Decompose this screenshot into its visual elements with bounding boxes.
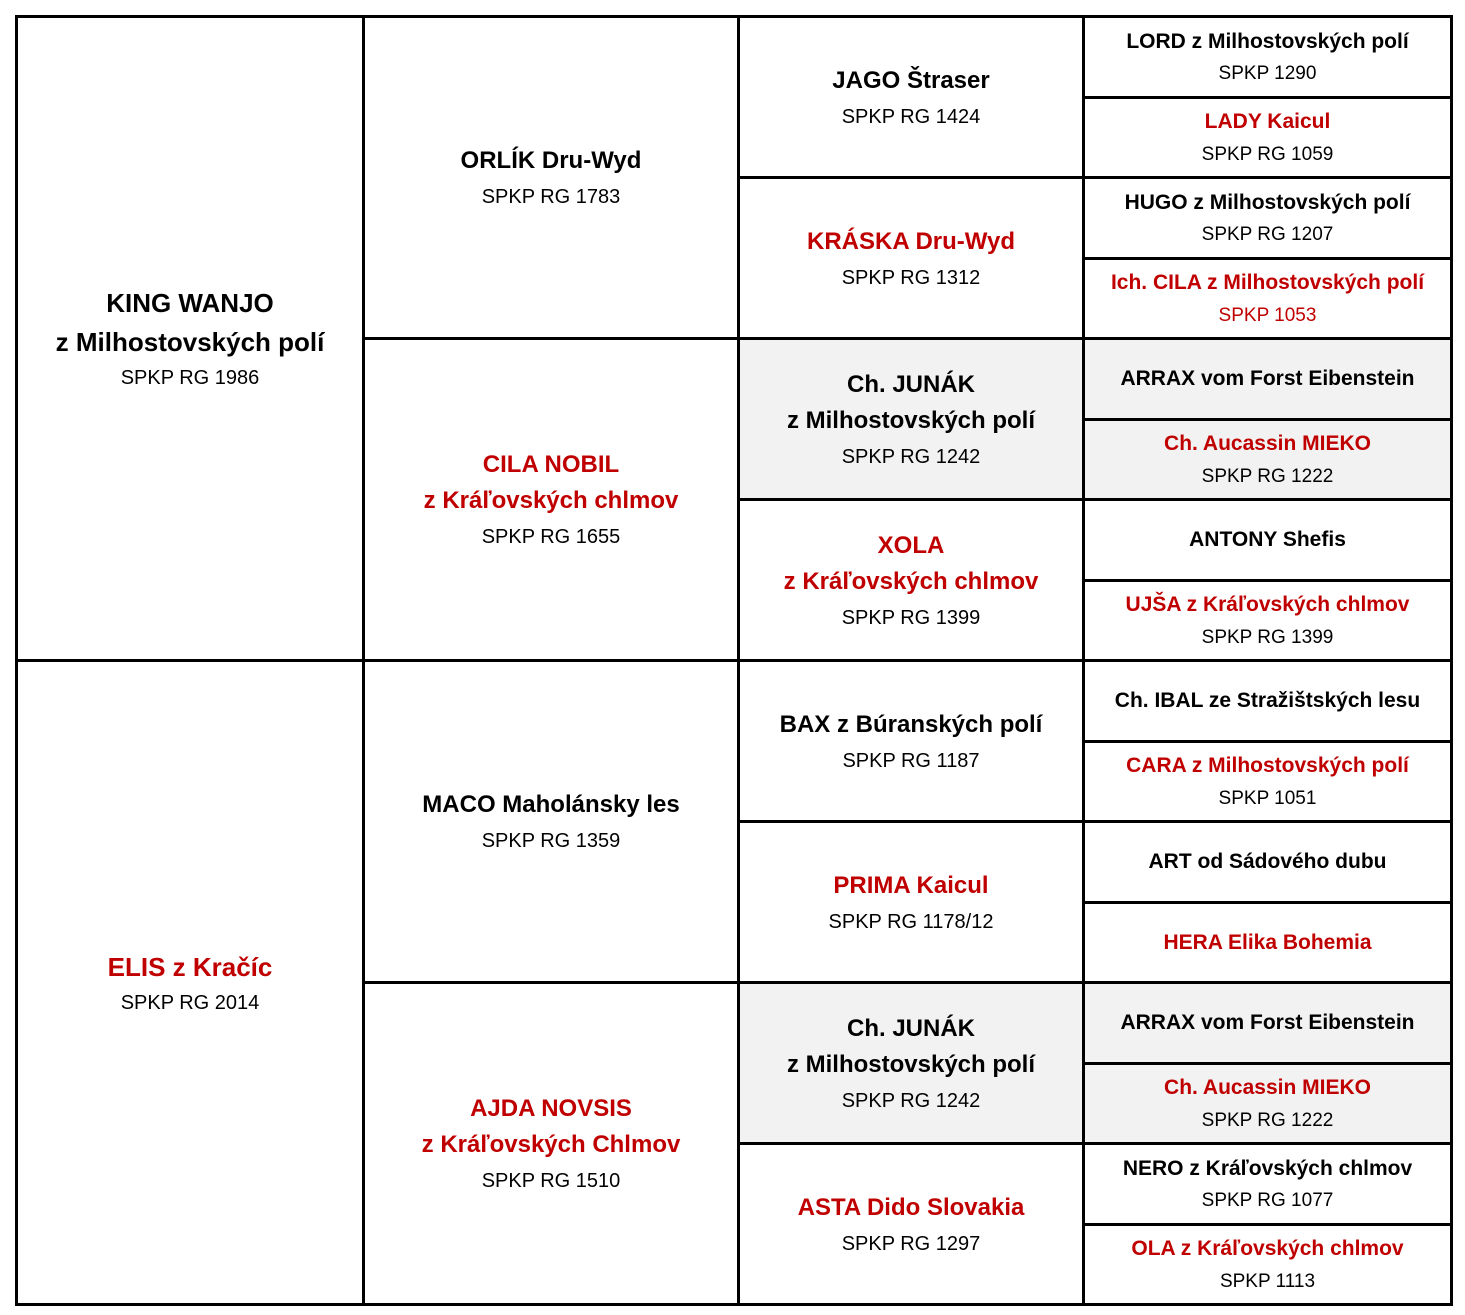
registration-number: SPKP RG 1359 bbox=[481, 830, 621, 852]
animal-name: z Milhostovských polí bbox=[786, 1050, 1036, 1078]
pedigree-cell-gen2-2 bbox=[362, 659, 740, 984]
registration-number: SPKP RG 1297 bbox=[841, 1232, 981, 1255]
animal-name: XOLA bbox=[877, 531, 945, 559]
registration-number: SPKP RG 1222 bbox=[1201, 465, 1334, 487]
pedigree-cell-gen3-2 bbox=[737, 337, 1085, 501]
registration-number: SPKP RG 2014 bbox=[120, 991, 260, 1014]
pedigree-cell-gen4-14 bbox=[1082, 1142, 1453, 1226]
animal-name: Ch. Aucassin MIEKO bbox=[1164, 432, 1371, 456]
pedigree-cell-gen3-4 bbox=[737, 659, 1085, 823]
pedigree-cell-gen4-1 bbox=[1082, 96, 1453, 179]
pedigree-cell-gen4-5 bbox=[1082, 418, 1453, 501]
registration-number: SPKP RG 1222 bbox=[1201, 1109, 1334, 1131]
animal-name: HUGO z Milhostovských polí bbox=[1124, 190, 1411, 214]
registration-number: SPKP RG 1510 bbox=[481, 1170, 621, 1192]
pedigree-cell-gen4-6 bbox=[1082, 498, 1453, 582]
animal-name: PRIMA Kaicul bbox=[833, 871, 989, 899]
pedigree-cell-gen3-5 bbox=[737, 820, 1085, 984]
registration-number: SPKP RG 1655 bbox=[481, 526, 621, 548]
pedigree-cell-gen4-3 bbox=[1082, 257, 1453, 340]
registration-number: SPKP 1051 bbox=[1218, 787, 1317, 809]
registration-number: SPKP 1053 bbox=[1218, 304, 1317, 326]
pedigree-cell-gen3-0 bbox=[737, 15, 1085, 179]
pedigree-cell-gen3-3 bbox=[737, 498, 1085, 662]
pedigree-cell-gen4-9 bbox=[1082, 740, 1453, 823]
animal-name: AJDA NOVSIS bbox=[470, 1095, 632, 1122]
pedigree-cell-gen2-1 bbox=[362, 337, 740, 662]
animal-name: Ch. Aucassin MIEKO bbox=[1164, 1076, 1371, 1100]
animal-name: z Milhostovských polí bbox=[786, 406, 1036, 434]
registration-number: SPKP RG 1207 bbox=[1201, 224, 1334, 246]
animal-name: LORD z Milhostovských polí bbox=[1126, 29, 1409, 53]
registration-number: SPKP RG 1077 bbox=[1201, 1190, 1334, 1212]
animal-name: ANTONY Shefis bbox=[1189, 528, 1346, 552]
pedigree-cell-gen4-12 bbox=[1082, 981, 1453, 1065]
registration-number: SPKP RG 1242 bbox=[841, 445, 981, 468]
animal-name: ASTA Dido Slovakia bbox=[797, 1193, 1025, 1221]
pedigree-cell-gen2-3 bbox=[362, 981, 740, 1306]
animal-name: HERA Elika Bohemia bbox=[1163, 930, 1372, 954]
animal-name: z Milhostovských polí bbox=[55, 327, 325, 357]
animal-name: LADY Kaicul bbox=[1204, 110, 1331, 134]
pedigree-cell-gen3-1 bbox=[737, 176, 1085, 340]
pedigree-cell-gen4-2 bbox=[1082, 176, 1453, 260]
animal-name: Ch. JUNÁK bbox=[846, 370, 975, 398]
animal-name: CILA NOBIL bbox=[482, 451, 620, 478]
pedigree-cell-gen3-7 bbox=[737, 1142, 1085, 1306]
registration-number: SPKP RG 1178/12 bbox=[828, 910, 994, 933]
animal-name: ARRAX vom Forst Eibenstein bbox=[1120, 367, 1415, 391]
animal-name: z Kráľovských Chlmov bbox=[421, 1131, 681, 1158]
pedigree-cell-gen4-11 bbox=[1082, 901, 1453, 984]
animal-name: Ch. IBAL ze Stražištských lesu bbox=[1114, 689, 1421, 713]
pedigree-cell-gen2-0 bbox=[362, 15, 740, 340]
animal-name: ART od Sádového dubu bbox=[1148, 850, 1387, 874]
registration-number: SPKP RG 1424 bbox=[841, 105, 981, 128]
registration-number: SPKP 1290 bbox=[1218, 63, 1317, 85]
animal-name: Ch. JUNÁK bbox=[846, 1014, 975, 1042]
animal-name: KING WANJO bbox=[106, 288, 274, 318]
registration-number: SPKP RG 1783 bbox=[481, 186, 621, 208]
animal-name: OLA z Kráľovských chlmov bbox=[1131, 1237, 1404, 1261]
pedigree-cell-gen4-15 bbox=[1082, 1223, 1453, 1306]
animal-name: ORLÍK Dru-Wyd bbox=[460, 147, 642, 174]
registration-number: SPKP RG 1312 bbox=[841, 266, 981, 289]
animal-name: z Kráľovských chlmov bbox=[783, 567, 1039, 595]
pedigree-cell-gen4-7 bbox=[1082, 579, 1453, 662]
animal-name: ARRAX vom Forst Eibenstein bbox=[1120, 1011, 1415, 1035]
pedigree-cell-gen1-0 bbox=[15, 15, 365, 662]
pedigree-cell-gen4-13 bbox=[1082, 1062, 1453, 1145]
animal-name: Ich. CILA z Milhostovských polí bbox=[1110, 271, 1425, 295]
animal-name: BAX z Búranských polí bbox=[779, 710, 1043, 738]
animal-name: CARA z Milhostovských polí bbox=[1126, 754, 1409, 778]
pedigree-cell-gen4-10 bbox=[1082, 820, 1453, 904]
registration-number: SPKP 1113 bbox=[1219, 1270, 1316, 1292]
animal-name: JAGO Štraser bbox=[832, 66, 990, 94]
pedigree-cell-gen4-0 bbox=[1082, 15, 1453, 99]
registration-number: SPKP RG 1399 bbox=[841, 606, 981, 629]
pedigree-cell-gen4-4 bbox=[1082, 337, 1453, 421]
registration-number: SPKP RG 1399 bbox=[1201, 626, 1334, 648]
registration-number: SPKP RG 1242 bbox=[841, 1089, 981, 1112]
pedigree-cell-gen4-8 bbox=[1082, 659, 1453, 743]
animal-name: z Kráľovských chlmov bbox=[423, 487, 679, 514]
registration-number: SPKP RG 1187 bbox=[842, 749, 980, 772]
pedigree-cell-gen1-1 bbox=[15, 659, 365, 1306]
animal-name: UJŠA z Kráľovských chlmov bbox=[1125, 593, 1410, 617]
animal-name: ELIS z Kračíc bbox=[107, 951, 273, 982]
pedigree-cell-gen3-6 bbox=[737, 981, 1085, 1145]
registration-number: SPKP RG 1986 bbox=[120, 367, 260, 389]
registration-number: SPKP RG 1059 bbox=[1201, 143, 1334, 165]
animal-name: KRÁSKA Dru-Wyd bbox=[807, 227, 1015, 255]
animal-name: NERO z Kráľovských chlmov bbox=[1122, 1156, 1413, 1180]
animal-name: MACO Maholánsky les bbox=[422, 791, 680, 818]
